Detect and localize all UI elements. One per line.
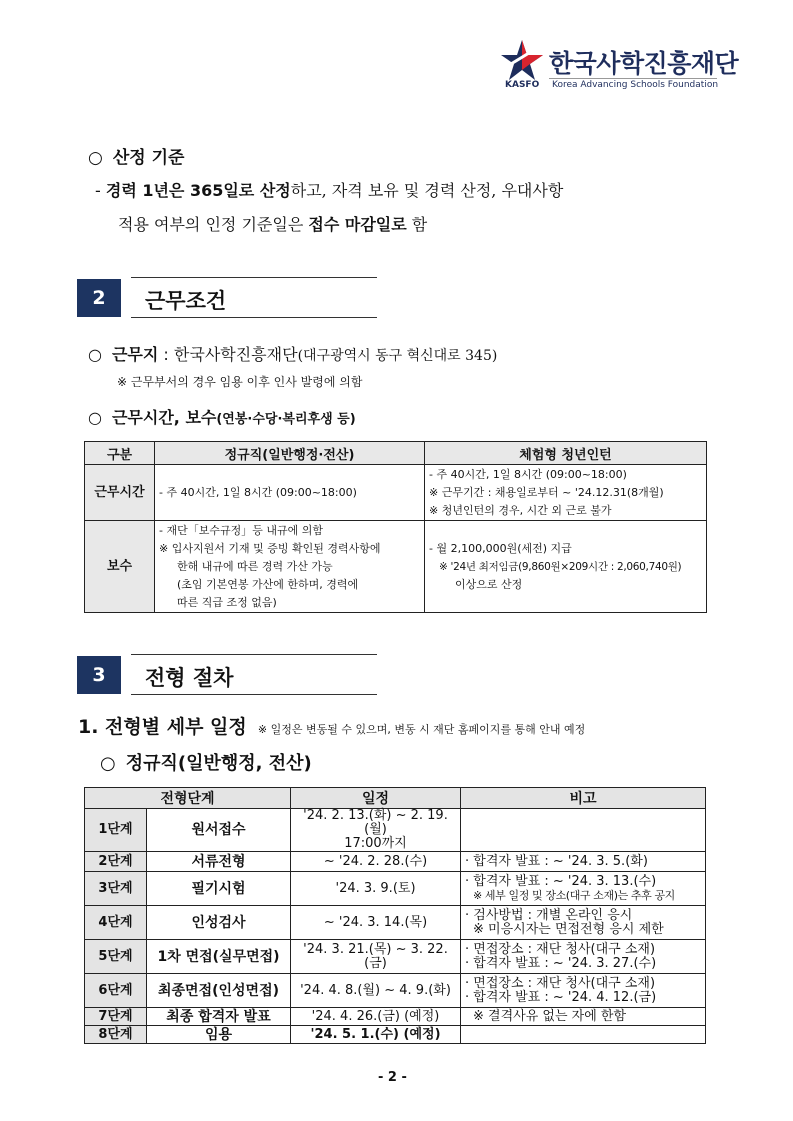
- schedule-cell: ~ '24. 3. 14.(목): [291, 906, 461, 940]
- schedule-subheading: 1. 전형별 세부 일정: [78, 716, 247, 738]
- table-row: [85, 974, 706, 1008]
- foundation-logo-name: 한국사학진흥재단: [549, 49, 739, 78]
- selection-basis-line2: [118, 212, 427, 235]
- stage-name-cell: 인성검사: [147, 906, 291, 940]
- cell-line: · 면접장소 : 재단 청사(대구 소재): [465, 941, 656, 957]
- intern-pay-cell: [425, 521, 707, 613]
- section-3-number: 3: [77, 656, 121, 694]
- column-header: 일정: [291, 788, 461, 809]
- schedule-cell: '24. 3. 21.(목) ~ 3. 22.(금): [291, 940, 461, 974]
- schedule-cell: '24. 3. 9.(토): [291, 872, 461, 906]
- bullet-circle-icon: ○: [100, 753, 116, 774]
- career-basis-rest: 하고, 자격 보유 및 경력 산정, 우대사항: [290, 181, 564, 200]
- schedule-cell: '24. 5. 1.(수) (예정): [291, 1026, 461, 1044]
- notes-cell: [461, 1008, 706, 1026]
- cell-line: '24. 2. 13.(화) ~ 2. 19.(월): [303, 808, 448, 837]
- table-row: [85, 1026, 706, 1044]
- stage-name-cell: 임용: [147, 1026, 291, 1044]
- career-basis-bold: 경력 1년은 365일로 산정: [105, 181, 291, 200]
- intern-hours-cell: [425, 465, 707, 521]
- table-row: [85, 809, 706, 852]
- cell-line: · 면접장소 : 재단 청사(대구 소재): [465, 975, 656, 991]
- bullet-circle-icon: ○: [88, 408, 102, 427]
- stage-cell: 4단계: [85, 906, 147, 940]
- section-3-bottom-rule: [131, 694, 377, 695]
- table-row: [85, 906, 706, 940]
- stage-name-cell: 1차 면접(실무면접): [147, 940, 291, 974]
- cell-line: 17:00까지: [344, 836, 407, 851]
- cell-line: ※ 근무기간 : 채용일로부터 ~ '24.12.31(8개월): [429, 485, 664, 499]
- schedule-cell: '24. 4. 26.(금) (예정): [291, 1008, 461, 1026]
- hours-pay-sub: (연봉·수당·복리후생 등): [216, 412, 356, 427]
- column-header: 전형단계: [85, 788, 291, 809]
- kasfo-logo-star-icon: [500, 38, 544, 82]
- notes-cell: [461, 974, 706, 1008]
- stage-cell: 1단계: [85, 809, 147, 852]
- dash-marker: -: [95, 181, 106, 200]
- table-header-row: [85, 788, 706, 809]
- track-heading: [100, 749, 312, 775]
- working-conditions-table: [84, 441, 707, 613]
- schedule-table: [84, 787, 706, 1044]
- cell-line: 한해 내규에 따른 경력 가산 가능: [177, 559, 333, 573]
- cell-line: - 재단「보수규정」등 내규에 의함: [159, 523, 323, 537]
- table-row: [85, 1008, 706, 1026]
- stage-cell: 3단계: [85, 872, 147, 906]
- stage-cell: 6단계: [85, 974, 147, 1008]
- section-2-number: 2: [77, 279, 121, 317]
- table-row: [85, 940, 706, 974]
- cell-line: 이상으로 산정: [455, 577, 523, 591]
- cell-line: ※ 세부 일정 및 장소(대구 소재)는 추후 공지: [473, 888, 675, 902]
- table-row: [85, 852, 706, 872]
- regular-pay-cell: [155, 521, 425, 613]
- stage-cell: 2단계: [85, 852, 147, 872]
- cell-line: ※ 입사지원서 기재 및 증빙 확인된 경력사항에: [159, 541, 381, 555]
- cell-line: ※ '24년 최저임금(9,860원×209시간 : 2,060,740원): [439, 560, 682, 573]
- column-header: 비고: [461, 788, 706, 809]
- basis-date-pre: 적용 여부의 인정 기준일은: [118, 215, 309, 234]
- stage-name-cell: 서류전형: [147, 852, 291, 872]
- schedule-cell: '24. 4. 8.(월) ~ 4. 9.(화): [291, 974, 461, 1008]
- stage-name-cell: 최종면접(인성면접): [147, 974, 291, 1008]
- bullet-circle-icon: ○: [88, 345, 102, 364]
- deadline-bold: 접수 마감일로: [308, 215, 407, 234]
- column-header: 체험형 청년인턴: [425, 442, 707, 465]
- workplace-sep: :: [158, 345, 174, 364]
- section-3-title: 전형 절차: [145, 666, 234, 690]
- stage-name-cell: 원서접수: [147, 809, 291, 852]
- notes-cell: [461, 1026, 706, 1044]
- workplace-label: 근무지: [111, 345, 159, 364]
- notes-cell: [461, 809, 706, 852]
- cell-line: ※ 결격사유 없는 자에 한함: [473, 1008, 627, 1024]
- cell-line: - 주 40시간, 1일 8시간 (09:00~18:00): [159, 485, 357, 499]
- notes-cell: [461, 940, 706, 974]
- stage-cell: 5단계: [85, 940, 147, 974]
- section-3-top-rule: [131, 654, 377, 655]
- schedule-subheading-line: [78, 712, 585, 739]
- cell-line: · 합격자 발표 : ~ '24. 3. 27.(수): [465, 955, 657, 971]
- cell-line: ※ 청년인턴의 경우, 시간 외 근로 불가: [429, 503, 612, 517]
- row-label: 근무시간: [85, 465, 155, 521]
- cell-line: · 합격자 발표 : ~ '24. 3. 5.(화): [465, 853, 648, 869]
- notes-cell: [461, 872, 706, 906]
- cell-line: - 월 2,100,000원(세전) 지급: [429, 541, 572, 555]
- schedule-cell: ~ '24. 2. 28.(수): [291, 852, 461, 872]
- hours-pay-heading: [88, 405, 356, 428]
- cell-line: 따른 직급 조정 없음): [177, 595, 277, 609]
- stage-name-cell: 최종 합격자 발표: [147, 1008, 291, 1026]
- regular-hours-cell: [155, 465, 425, 521]
- workplace-note: ※ 근무부서의 경우 임용 이후 인사 발령에 의함: [117, 375, 363, 389]
- schedule-cell: [291, 809, 461, 852]
- foundation-logo-english: Korea Advancing Schools Foundation: [552, 80, 719, 90]
- cell-line: · 검사방법 : 개별 온라인 응시: [465, 907, 633, 923]
- selection-basis-heading: ○ 산정 기준: [88, 148, 185, 168]
- table-row: [85, 521, 707, 613]
- page-number: - 2 -: [378, 1070, 407, 1085]
- section-2-title: 근무조건: [145, 289, 227, 313]
- schedule-note: ※ 일정은 변동될 수 있으며, 변동 시 재단 홈페이지를 통해 안내 예정: [257, 723, 586, 736]
- cell-line: - 주 40시간, 1일 8시간 (09:00~18:00): [429, 467, 627, 481]
- stage-cell: 7단계: [85, 1008, 147, 1026]
- workplace-address: (대구광역시 동구 혁신대로 345): [297, 348, 498, 364]
- stage-name-cell: 필기시험: [147, 872, 291, 906]
- hours-pay-heading-text: 근무시간, 보수: [111, 408, 217, 427]
- selection-basis-line1: [95, 178, 563, 201]
- cell-line: · 합격자 발표 : ~ '24. 3. 13.(수): [465, 873, 657, 889]
- notes-cell: [461, 852, 706, 872]
- table-row: [85, 465, 707, 521]
- column-header: 구분: [85, 442, 155, 465]
- bullet-circle-icon: ○: [88, 148, 103, 168]
- cell-line: (초임 기본연봉 가산에 한하며, 경력에: [177, 577, 359, 591]
- track-heading-text: 정규직(일반행정, 전산): [125, 753, 312, 774]
- column-header: 정규직(일반행정·전산): [155, 442, 425, 465]
- workplace-value: 한국사학진흥재단: [173, 345, 298, 364]
- foundation-logo-abbr: KASFO: [505, 80, 540, 90]
- section-2-bottom-rule: [131, 317, 377, 318]
- notes-cell: [461, 906, 706, 940]
- cell-line: ※ 미응시자는 면접전형 응시 제한: [473, 921, 664, 937]
- table-row: [85, 872, 706, 906]
- section-2-top-rule: [131, 277, 377, 278]
- table-header-row: [85, 442, 707, 465]
- row-label: 보수: [85, 521, 155, 613]
- logo-divider: [549, 78, 717, 79]
- cell-line: · 합격자 발표 : ~ '24. 4. 12.(금): [465, 989, 657, 1005]
- basis-date-post: 함: [406, 215, 428, 234]
- stage-cell: 8단계: [85, 1026, 147, 1044]
- workplace-line: [88, 342, 497, 365]
